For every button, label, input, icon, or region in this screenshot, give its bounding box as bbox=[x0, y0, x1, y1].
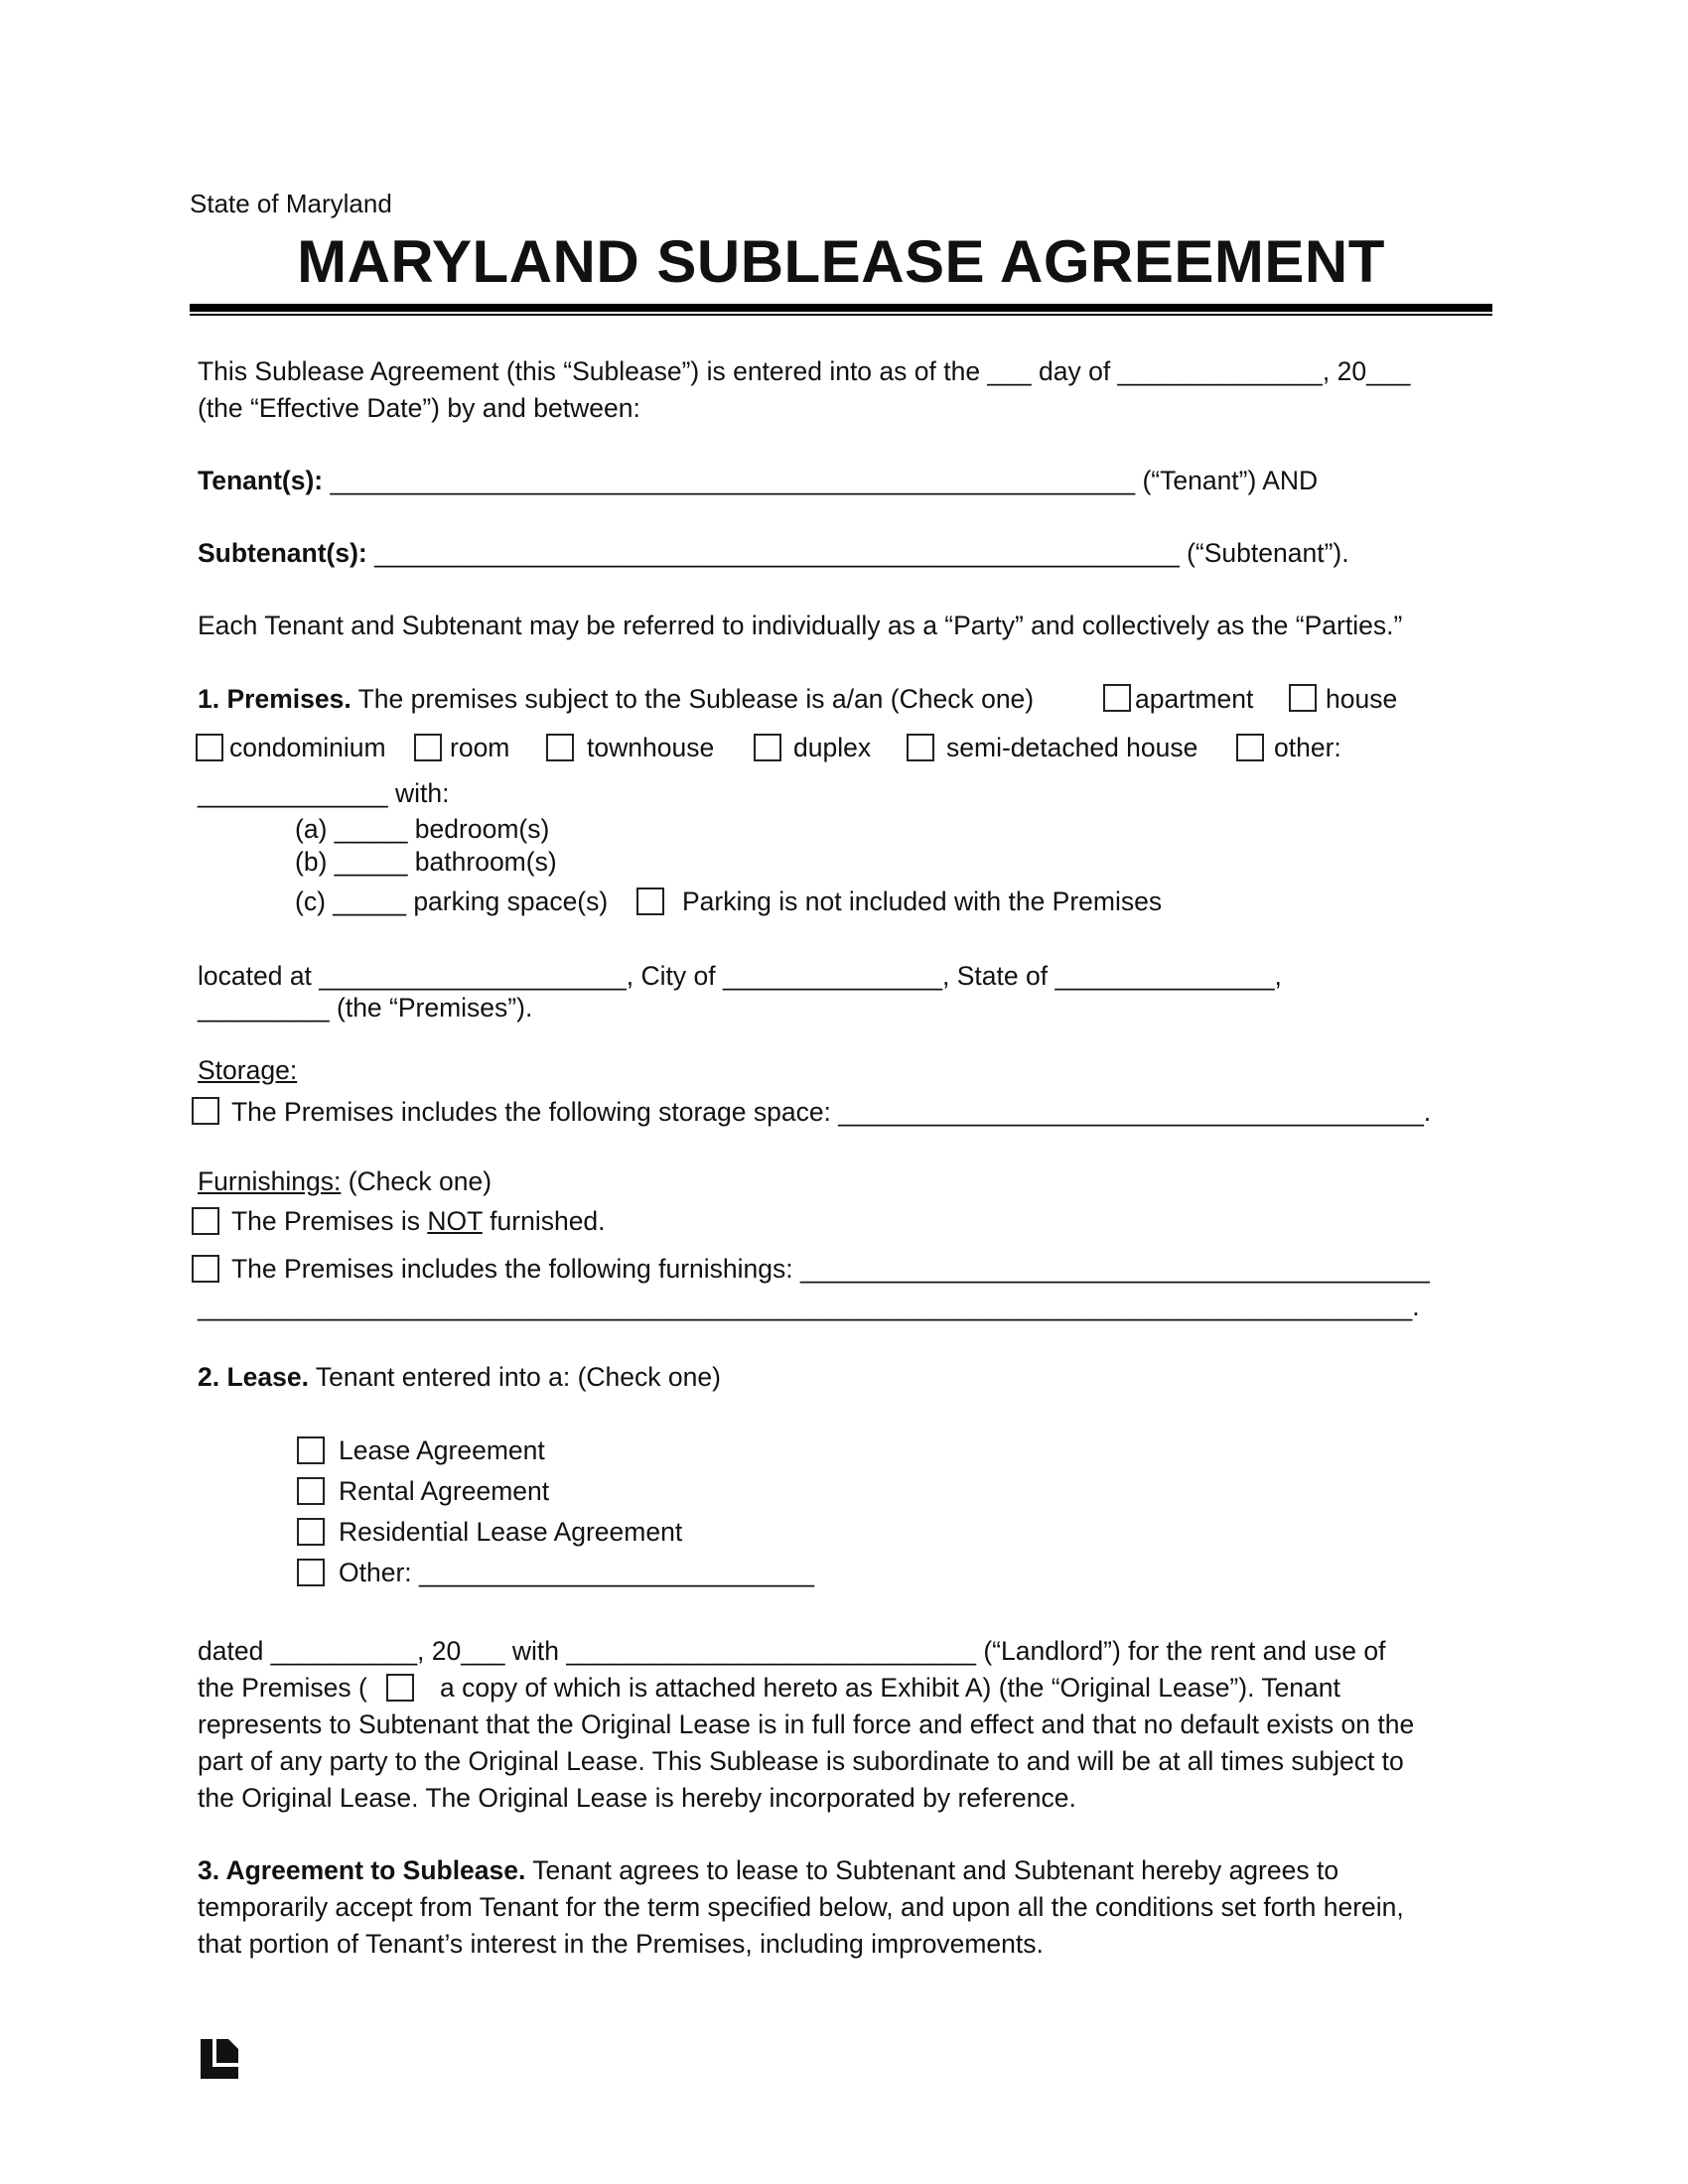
checkbox-parking-not-included[interactable] bbox=[636, 887, 664, 915]
checkbox-lease-agreement[interactable] bbox=[297, 1436, 325, 1464]
label-duplex: duplex bbox=[793, 733, 872, 762]
checkbox-exhibit-a[interactable] bbox=[386, 1674, 414, 1702]
lease-para-line-5: the Original Lease. The Original Lease is hereby incorporated by reference. bbox=[198, 1783, 1076, 1813]
not-furnished-post: furnished. bbox=[482, 1206, 606, 1236]
checkbox-house[interactable] bbox=[1289, 684, 1317, 712]
subtenant-line bbox=[198, 538, 1349, 570]
not-furnished-not: NOT bbox=[427, 1206, 483, 1236]
lease-intro: Tenant entered into a: (Check one) bbox=[315, 1362, 721, 1392]
subtenant-label: Subtenant(s): bbox=[198, 538, 367, 568]
tenant-line bbox=[198, 466, 1318, 497]
tenant-blank[interactable]: _______________________________________________________ bbox=[330, 466, 1136, 495]
label-other-premises: other: bbox=[1274, 733, 1341, 762]
intro-line-1: This Sublease Agreement (this “Sublease”) is entered into as of the ___ day of ______________, 20___ bbox=[198, 356, 1411, 386]
subtenant-blank[interactable]: _______________________________________________________ bbox=[374, 538, 1180, 568]
checkbox-duplex[interactable] bbox=[754, 734, 781, 761]
checkbox-furnished[interactable] bbox=[192, 1255, 219, 1283]
agreement-line-1 bbox=[198, 1855, 1338, 1887]
checkbox-lease-other[interactable] bbox=[297, 1559, 325, 1586]
label-lease-agreement: Lease Agreement bbox=[339, 1435, 545, 1465]
lease-heading: 2. Lease. bbox=[198, 1362, 309, 1392]
located-line[interactable]: located at _____________________, City of _______________, State of _______________, bbox=[198, 961, 1282, 991]
premises-heading: 1. Premises. bbox=[198, 684, 352, 714]
furnishings-line-2[interactable]: ___________________________________________________________________________________. bbox=[198, 1292, 1420, 1321]
label-room: room bbox=[450, 733, 510, 762]
subtenant-suffix: (“Subtenant”). bbox=[1187, 538, 1349, 568]
dated-line[interactable]: dated __________, 20___ with ____________________________ (“Landlord”) for the rent and use of bbox=[198, 1636, 1386, 1666]
parking-line[interactable]: (c) _____ parking space(s) bbox=[295, 887, 609, 916]
label-rental-agreement: Rental Agreement bbox=[339, 1476, 550, 1506]
checkbox-condominium[interactable] bbox=[196, 734, 223, 761]
checkbox-storage[interactable] bbox=[192, 1097, 219, 1125]
intro-line-2: (the “Effective Date”) by and between: bbox=[198, 393, 640, 423]
zip-line[interactable]: _________ (the “Premises”). bbox=[198, 993, 533, 1023]
checkbox-other-premises[interactable] bbox=[1236, 734, 1264, 761]
title-rule-thin bbox=[190, 314, 1492, 316]
furnishings-check-one: (Check one) bbox=[348, 1166, 492, 1196]
document-logo-icon bbox=[199, 2037, 240, 2081]
bathrooms-line[interactable]: (b) _____ bathroom(s) bbox=[295, 847, 557, 877]
state-label: State of Maryland bbox=[190, 189, 392, 218]
agreement-line-2: temporarily accept from Tenant for the term specified below, and upon all the conditions set forth herein, bbox=[198, 1892, 1404, 1922]
tenant-label: Tenant(s): bbox=[198, 466, 324, 495]
agreement-heading: 3. Agreement to Sublease. bbox=[198, 1855, 526, 1885]
parties-reference: Each Tenant and Subtenant may be referred to individually as a “Party” and collectively as the “Parties.” bbox=[198, 611, 1403, 640]
agreement-text-1: Tenant agrees to lease to Subtenant and Subtenant hereby agrees to bbox=[532, 1855, 1339, 1885]
storage-heading: Storage: bbox=[198, 1055, 298, 1085]
checkbox-room[interactable] bbox=[414, 734, 442, 761]
furnishings-text[interactable]: The Premises includes the following furnishings: ___________________________________________ bbox=[231, 1254, 1430, 1284]
premises-with-line[interactable]: _____________ with: bbox=[198, 778, 450, 808]
label-semi-detached: semi-detached house bbox=[946, 733, 1198, 762]
label-lease-other[interactable]: Other: ___________________________ bbox=[339, 1558, 814, 1587]
label-apartment: apartment bbox=[1135, 684, 1254, 714]
bedrooms-line[interactable]: (a) _____ bedroom(s) bbox=[295, 814, 550, 844]
agreement-line-3: that portion of Tenant’s interest in the Premises, including improvements. bbox=[198, 1929, 1044, 1959]
copy-line-pre: the Premises ( bbox=[198, 1673, 367, 1703]
checkbox-rental-agreement[interactable] bbox=[297, 1477, 325, 1505]
label-townhouse: townhouse bbox=[587, 733, 715, 762]
title-rule-thick bbox=[190, 304, 1492, 312]
premises-intro: The premises subject to the Sublease is a/an (Check one) bbox=[357, 684, 1035, 714]
lease-heading-line bbox=[198, 1362, 721, 1394]
tenant-suffix: (“Tenant”) AND bbox=[1142, 466, 1319, 495]
checkbox-semi-detached[interactable] bbox=[907, 734, 934, 761]
lease-para-line-4: part of any party to the Original Lease. This Sublease is subordinate to and will be at all times subject to bbox=[198, 1746, 1404, 1776]
checkbox-residential-lease[interactable] bbox=[297, 1518, 325, 1546]
label-residential-lease: Residential Lease Agreement bbox=[339, 1517, 683, 1547]
label-condominium: condominium bbox=[229, 733, 386, 762]
furnishings-heading-line bbox=[198, 1166, 492, 1198]
checkbox-apartment[interactable] bbox=[1103, 684, 1131, 712]
checkbox-townhouse[interactable] bbox=[546, 734, 574, 761]
copy-line-post: a copy of which is attached hereto as Exhibit A) (the “Original Lease”). Tenant bbox=[440, 1673, 1340, 1703]
storage-text[interactable]: The Premises includes the following storage space: ________________________________________. bbox=[231, 1097, 1432, 1127]
premises-line-1 bbox=[198, 684, 1034, 716]
not-furnished-pre: The Premises is bbox=[231, 1206, 428, 1236]
parking-not-included-label: Parking is not included with the Premises bbox=[682, 887, 1163, 916]
label-house: house bbox=[1326, 684, 1398, 714]
document-title: MARYLAND SUBLEASE AGREEMENT bbox=[297, 228, 1385, 295]
furnishings-heading: Furnishings: bbox=[198, 1166, 342, 1196]
not-furnished-label bbox=[231, 1206, 606, 1238]
lease-para-line-3: represents to Subtenant that the Original Lease is in full force and effect and that no default exists on the bbox=[198, 1709, 1415, 1739]
checkbox-not-furnished[interactable] bbox=[192, 1207, 219, 1235]
